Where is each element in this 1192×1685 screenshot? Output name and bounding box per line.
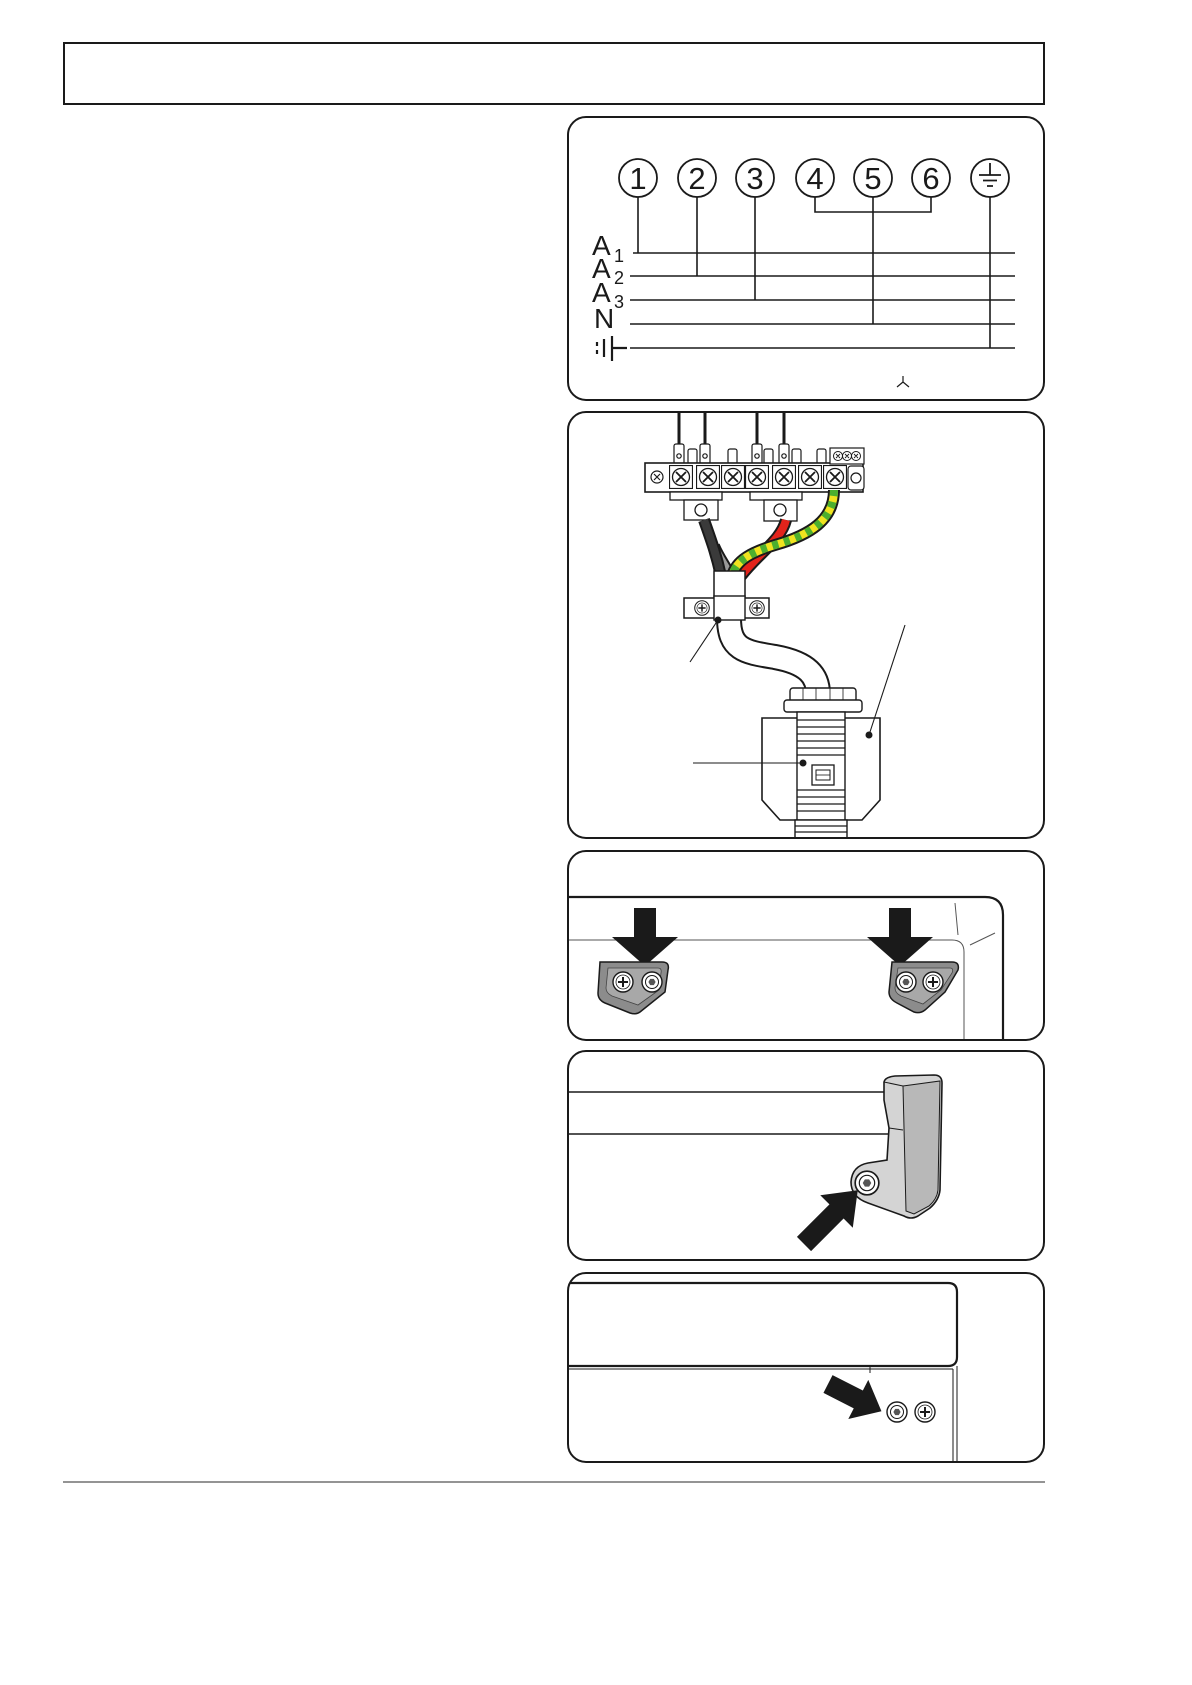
cover-panel-outline [566,1283,957,1366]
phillips-screw-icon [915,1402,935,1422]
leader-line [690,620,718,662]
registration-mark [897,376,909,387]
terminal-2 [678,159,716,197]
core-black [704,520,721,576]
gland-latch [812,765,834,785]
supply-cable [729,618,818,694]
conductor-lines [630,253,1015,348]
hex-socket-screw-icon [887,1402,907,1422]
conductor-letter: A [592,277,611,308]
arrow-down-icon [867,908,933,966]
terminal-1 [619,159,657,197]
terminal-number: 2 [688,161,706,196]
terminal-screw-icon [722,466,745,489]
leader-line [869,625,905,735]
terminal-screw-icon [773,466,796,489]
terminal-4 [796,159,834,197]
wiring-diagram-panel [568,117,1044,400]
hex-socket-screw-icon [896,972,916,992]
terminal-6 [912,159,950,197]
earth-bracket [830,448,864,464]
side-bracket [851,1075,942,1218]
page-header-box [64,43,1044,104]
hex-socket-screw-icon [855,1171,879,1195]
phillips-screw-icon [613,972,633,992]
terminal-connections [638,197,990,348]
conductor-index: 1 [614,246,625,266]
cable-gland [784,688,862,712]
corner-detail [955,903,995,945]
terminal-number: 1 [629,161,647,196]
terminal-5 [854,159,892,197]
terminal-screw-icon [697,466,720,489]
terminal-screw-icon [651,471,663,483]
terminal-number: 4 [806,161,824,196]
terminal-screw-icon [746,466,769,489]
panel-frame [568,1273,1044,1462]
terminal-number: 3 [746,161,764,196]
side-bracket-panel [568,1051,1044,1260]
phillips-screw-icon [695,601,710,616]
ground-icon [597,336,627,361]
terminal-screw-icon [670,466,693,489]
terminal-earth [971,159,1009,197]
right-bracket [889,962,958,1013]
cover-screws-panel [566,1273,1044,1465]
conductor-letter: A [592,253,611,284]
terminal-number: 6 [922,161,940,196]
conductor-index: 2 [614,268,625,288]
arrow-down-icon [612,908,678,966]
phillips-screw-icon [750,601,765,616]
cable-clamp [684,596,769,620]
terminal-circles [619,159,1009,197]
leader-dot [800,760,807,767]
leader-dot [715,617,722,624]
conductor-index: 3 [614,292,625,312]
terminal-3 [736,159,774,197]
terminal-screw-icon [824,466,847,489]
bridge-plates [670,492,802,521]
phillips-screw-icon [923,972,943,992]
terminal-number: 5 [864,161,882,196]
supply-wires [674,412,826,464]
rail-edges [568,1092,890,1134]
bracket-screws-panel [568,851,1044,1045]
conductor-letter: A [592,230,611,261]
leader-dot [866,732,873,739]
left-bracket [598,962,668,1014]
conductor-letter: N [594,303,615,334]
conductor-labels [592,230,627,361]
arrow-down-right-icon [818,1364,891,1430]
cable-connection-panel [568,412,1044,842]
terminal-screw-icon [799,466,822,489]
hex-socket-screw-icon [642,972,662,992]
